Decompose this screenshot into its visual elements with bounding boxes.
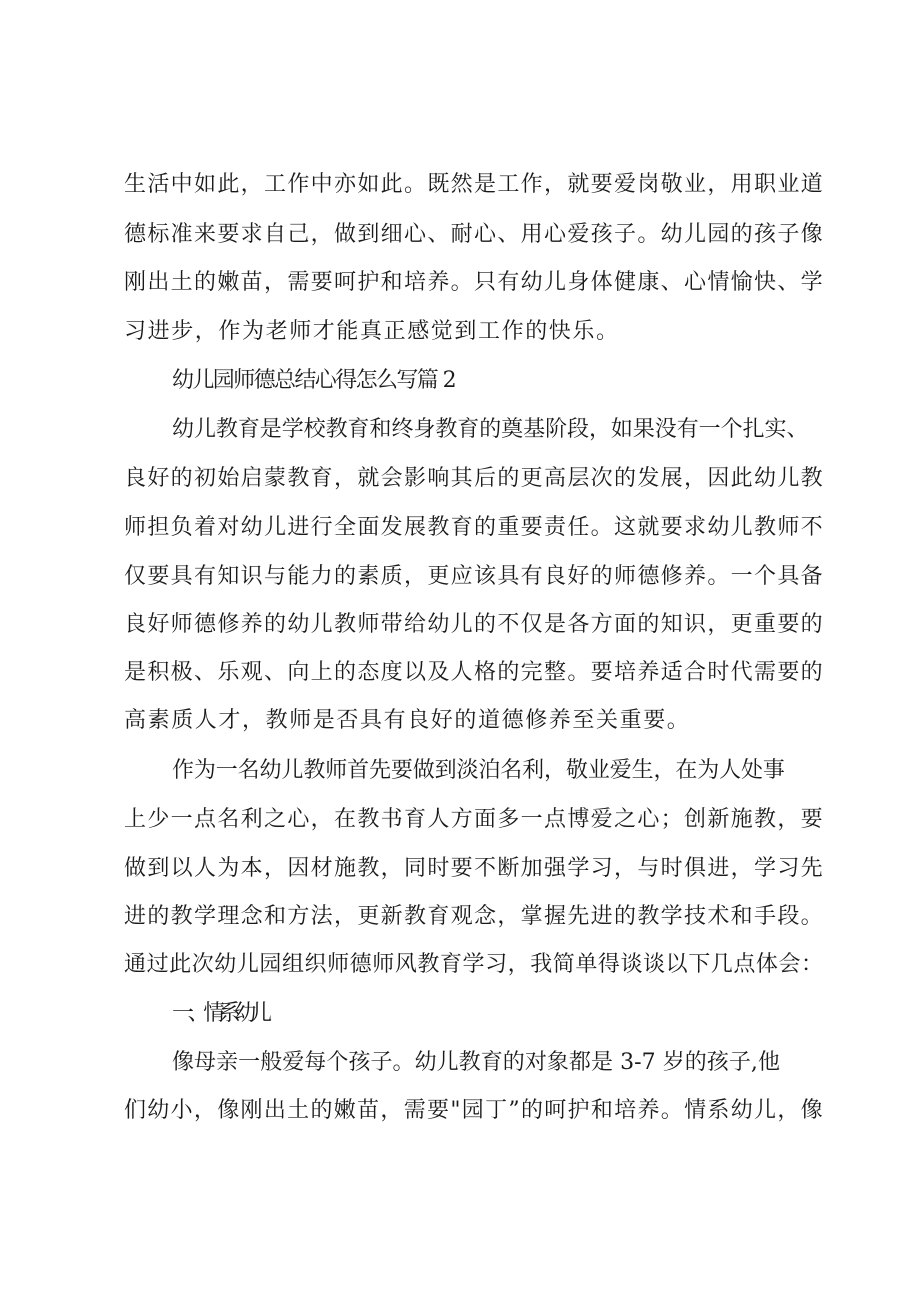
paragraph-line: 上少一点名利之心，在教书育人方面多一点博爱之心；创新施教，要 bbox=[124, 807, 825, 832]
section-heading: 一、情系幼儿 bbox=[172, 1001, 266, 1026]
paragraph-line: 做到以人为本，因材施教，同时要不断加强学习，与时俱进，学习先 bbox=[124, 856, 825, 881]
paragraph-line: 师担负着对幼儿进行全面发展教育的重要责任。这就要求幼儿教师不 bbox=[124, 515, 825, 540]
paragraph-line: 们幼小，像刚出土的嫩苗，需要"园丁”的呵护和培养。情系幼儿，像 bbox=[124, 1098, 824, 1123]
paragraph-line: 仅要具有知识与能力的素质，更应该具有良好的师德修养。一个具备 bbox=[124, 564, 825, 589]
paragraph-line: 良好的初始启蒙教育，就会影响其后的更高层次的发展，因此幼儿教 bbox=[124, 466, 825, 491]
paragraph-line: 习进步，作为老师才能真正感觉到工作的快乐。 bbox=[124, 319, 620, 344]
paragraph-line: 良好师德修养的幼儿教师带给幼儿的不仅是各方面的知识，更重要的 bbox=[124, 612, 825, 637]
paragraph-line: 高素质人才，教师是否具有良好的道德修养至关重要。 bbox=[124, 708, 691, 733]
paragraph-line: 刚出土的嫩苗，需要呵护和培养。只有幼儿身体健康、心情愉快、学 bbox=[124, 270, 825, 295]
paragraph-line: 德标准来要求自己，做到细心、耐心、用心爱孩子。幼儿园的孩子像 bbox=[124, 222, 825, 247]
paragraph-line: 通过此次幼儿园组织师德师风教育学习，我简单得谈谈以下几点体会： bbox=[124, 952, 824, 977]
paragraph-line: 进的教学理念和方法，更新教育观念，掌握先进的教学技术和手段。 bbox=[124, 904, 825, 929]
section-heading: 幼儿园师德总结心得怎么写篇 2 bbox=[172, 368, 455, 393]
paragraph-line: 幼儿教育是学校教育和终身教育的奠基阶段，如果没有一个扎实、 bbox=[172, 417, 809, 442]
paragraph-line: 是积极、乐观、向上的态度以及人格的完整。要培养适合时代需要的 bbox=[124, 660, 825, 685]
paragraph-line: 像母亲一般爱每个孩子。幼儿教育的对象都是 3-7 岁的孩子,他 bbox=[172, 1050, 781, 1075]
paragraph-line: 生活中如此，工作中亦如此。既然是工作，就要爱岗敬业，用职业道 bbox=[124, 172, 825, 197]
paragraph-line: 作为一名幼儿教师首先要做到淡泊名利，敬业爱生，在为人处事 bbox=[172, 758, 785, 783]
